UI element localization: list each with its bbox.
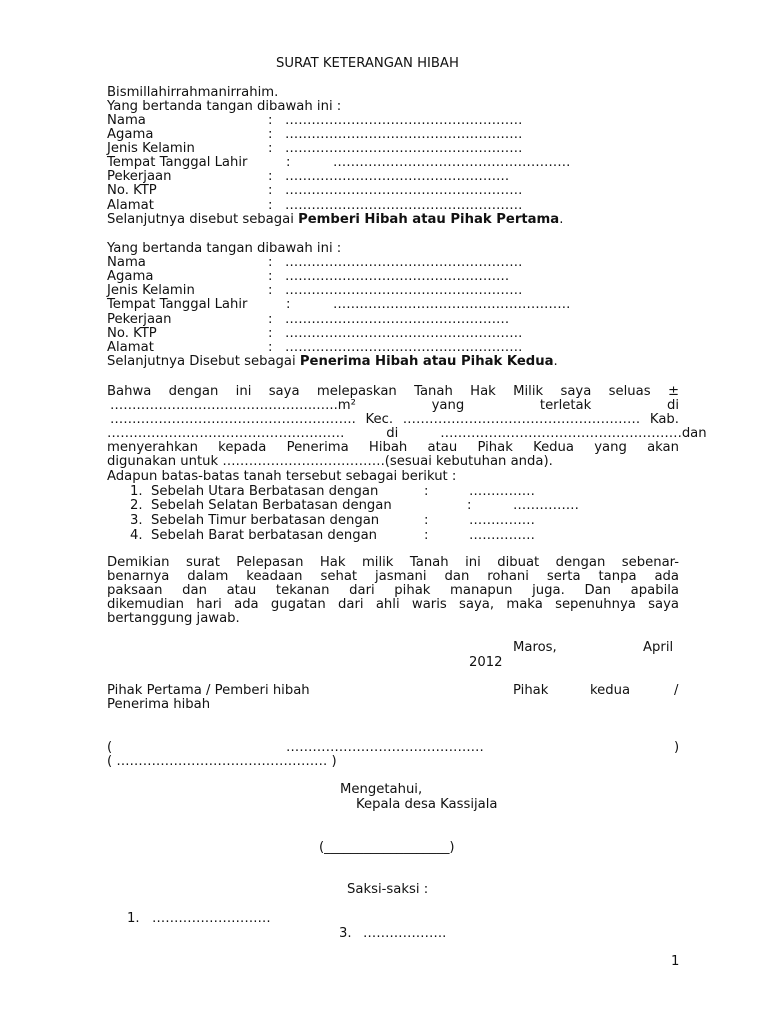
signature-close-paren: ) [674,740,680,755]
field-colon: : [286,297,291,312]
place: Maros, [513,640,557,655]
closing-line-2: benarnya dalam keadaan sehat jasmani dan rohani serta tanpa ada [107,569,679,584]
list-value: …………… [469,528,535,543]
second-party-word-3: / [674,683,679,698]
page-number: 1 [671,954,680,969]
party1-summary [107,213,563,227]
field-colon: : [268,169,273,184]
list-number: 1. [130,484,143,499]
summary-suffix: . [553,354,558,369]
witness-1-dots: ……………………… [152,911,271,926]
summary-prefix: Selanjutnya disebut sebagai [107,212,299,227]
field-value: ……………………………………………… [285,326,523,341]
village-head-signature: (___________________) [319,840,455,855]
field-value: ……………………………………………… [333,297,571,312]
field-label: Jenis Kelamin [107,141,195,156]
witness-3-dots: ………………. [363,926,447,941]
date-year: 2012 [469,655,503,670]
intro2-line: Yang bertanda tangan dibawah ini : [107,241,342,256]
field-colon: : [268,326,273,341]
field-colon: : [268,269,273,284]
field-colon: : [268,340,273,355]
field-colon: : [268,183,273,198]
field-value: ……………………………………………… [285,340,523,355]
field-colon: : [268,255,273,270]
signature-open-paren: ( [107,740,113,755]
field-value: ……………………………………………… [333,155,571,170]
field-colon: : [268,141,273,156]
second-party-word-2: kedua [590,683,631,698]
field-label: Agama [107,127,154,142]
field-colon: : [286,155,291,170]
field-colon: : [268,198,273,213]
opening-line: Bismillahirrahmanirrahim. [107,85,279,100]
document-title: SURAT KETERANGAN HIBAH [276,56,459,71]
list-label: Sebelah Barat berbatasan dengan [151,528,378,543]
list-number: 2. [130,498,143,513]
witnesses-title: Saksi-saksi : [347,882,429,897]
summary-suffix: . [559,212,564,227]
field-label: Nama [107,255,146,270]
date-month: April [643,640,674,655]
field-value: …………………………………………… [285,269,510,284]
closing-line-4: dikemudian hari ada gugatan dari ahli waris saya, maka sepenuhnya saya [107,597,679,612]
list-colon: : [467,498,472,513]
list-number: 4. [130,528,143,543]
list-value: …………… [469,484,535,499]
closing-line-5: bertanggung jawab. [107,611,240,626]
field-label: Tempat Tanggal Lahir [107,297,248,312]
field-label: Nama [107,113,146,128]
summary-bold: Penerima Hibah atau Pihak Kedua [299,354,554,369]
field-value: ……………………………………………… [285,141,523,156]
field-label: Jenis Kelamin [107,283,195,298]
list-value: …………… [513,498,579,513]
closing-line-3: paksaan dan atau tekanan dari pihak manapun juga. Dan apabila [107,583,679,598]
closing-line-1: Demikian surat Pelepasan Hak milik Tanah ini dibuat dengan sebenar- [107,555,679,570]
list-label: Sebelah Selatan Berbatasan dengan [151,498,392,513]
list-value: …………… [469,513,535,528]
field-label: Pekerjaan [107,169,172,184]
list-label: Sebelah Timur berbatasan dengan [151,513,380,528]
witness-1-number: 1. [127,911,140,926]
body-line-6: digunakan untuk ……………………………….(sesuai kebutuhan anda). [107,454,553,469]
field-value: ……………………………………………… [285,255,523,270]
field-value: …………………………………………… [285,169,510,184]
acknowledge-title: Mengetahui, [340,782,423,797]
field-value: ……………………………………………… [285,283,523,298]
body-line-7: Adapun batas-batas tanah tersebut sebagai berikut : [107,469,457,484]
first-party-label: Pihak Pertama / Pemberi hibah [107,683,310,698]
body-line-2: ………………………………………..…..m² yang terletak di [110,398,679,413]
list-colon: : [424,513,429,528]
summary-prefix: Selanjutnya Disebut sebagai [107,354,300,369]
party2-summary [107,355,558,369]
second-party-label: Penerima hibah [107,697,211,712]
list-colon: : [424,484,429,499]
field-value: ……………………………………………… [285,113,523,128]
signature-second: ( ………………………………………… ) [107,754,337,769]
field-label: Pekerjaan [107,312,172,327]
field-value: ……………………………………………… [285,198,523,213]
field-colon: : [268,283,273,298]
body-line-1: Bahwa dengan ini saya melepaskan Tanah Hak Milik saya seluas ± [107,384,679,399]
list-label: Sebelah Utara Berbatasan dengan [151,484,379,499]
field-colon: : [268,127,273,142]
field-label: No. KTP [107,326,157,341]
second-party-word-1: Pihak [513,683,549,698]
field-label: Agama [107,269,154,284]
field-value: ……………………………………………… [285,183,523,198]
field-colon: : [268,113,273,128]
field-label: Alamat [107,198,154,213]
body-line-4: ……………………………………………… di ……………………………………………….dan [107,426,707,441]
field-label: Alamat [107,340,154,355]
field-value: ……………………………………………… [285,127,523,142]
field-value: …………………………………………… [285,312,510,327]
intro-line: Yang bertanda tangan dibawah ini : [107,99,342,114]
summary-bold: Pemberi Hibah atau Pihak Pertama [298,212,560,227]
witness-3-number: 3. [339,926,352,941]
body-line-3: ……………………………………………….. Kec. ……………………………………………… Kab. [110,412,679,427]
village-head-label: Kepala desa Kassijala [356,797,498,812]
list-colon: : [424,528,429,543]
field-label: No. KTP [107,183,157,198]
field-colon: : [268,312,273,327]
signature-dots: ……………………………………… [286,740,484,755]
field-label: Tempat Tanggal Lahir [107,155,248,170]
list-number: 3. [130,513,143,528]
body-line-5: menyerahkan kepada Penerima Hibah atau Pihak Kedua yang akan [107,440,679,455]
